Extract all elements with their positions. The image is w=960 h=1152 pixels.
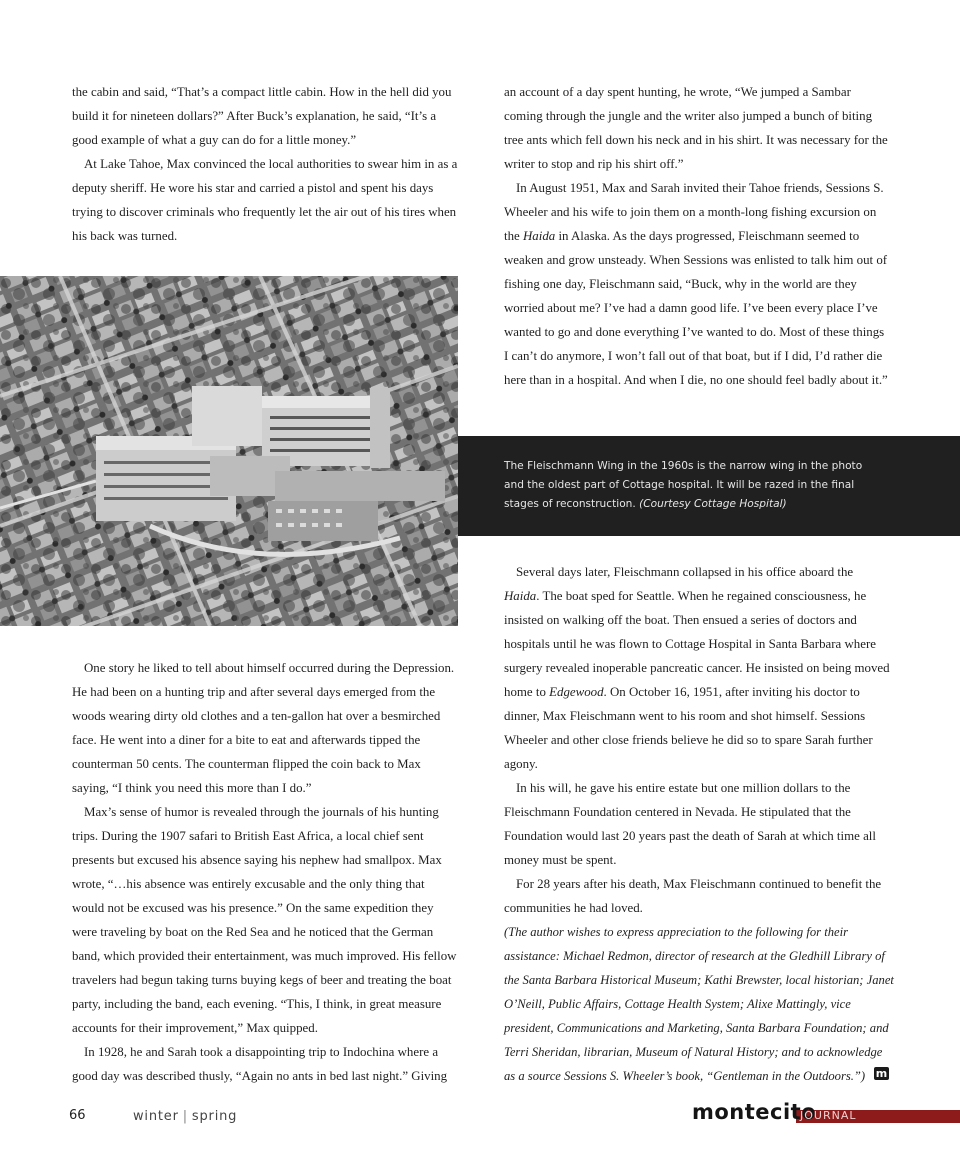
aerial-photo-cottage-hospital <box>0 276 458 626</box>
article-column-right-top <box>504 80 890 392</box>
paragraph: Several days later, Fleischmann collapsed in his office aboard the Haida. The boat sped for Seattle. When he regained consciousness, he insisted on walking off the boat. Then ensued a series of doctors and hospitals until he was flown to Cottage Hospital in Santa Barbara where surgery revealed inoperable pancreatic cancer. He insisted on being moved home to Edgewood. On October 16, 1951, after inviting his doctor to dinner, Max Fleischmann went to his room and shot himself. Sessions Wheeler and other close friends believe he did so to spare Sarah further agony. <box>504 565 890 771</box>
paragraph: For 28 years after his death, Max Fleischmann continued to benefit the communities he had loved. <box>504 877 882 915</box>
paragraph: In his will, he gave his entire estate but one million dollars to the Fleischmann Foundation centered in Nevada. He stipulated that the Foundation would last 20 years past the death of Sarah at which time all money must be spent. <box>504 781 876 867</box>
paragraph: In August 1951, Max and Sarah invited their Tahoe friends, Sessions S. Wheeler and his wife to join them on a month-long fishing excursion on the Haida in Alaska. As the days progressed, Fleischmann seemed to weaken and grow unsteady. When Sessions was enlisted to talk him out of fishing one day, Fleischmann said, “Buck, why in the world are they worried about me? I’ve had a damn good life. I’ve been every place I’ve wanted to go and done everything I’ve wanted to do. Most of these things I can’t do anymore, I won’t fall out of that boat, but if I did, I’d rather die here than in a hospital. And when I die, no one should feel badly about it.” <box>504 181 888 387</box>
publication-logo-subtitle: JOURNAL <box>800 1109 857 1122</box>
paragraph: Max’s sense of humor is revealed through the journals of his hunting trips. During the 1907 safari to British East Africa, a local chief sent presents but excused his absence saying his nephew had smallpox. Max wrote, “…his absence was entirely excusable and the only thing that would not be excused was his presence.” On the same expedition they were traveling by boat on the Red Sea and he noticed that the German band, which provided their entertainment, was much improved. His fellow travelers had begun taking turns buying kegs of beer and treating the boat party, including the band, each evening. “This, I think, in great measure accounts for their improvement,” Max quipped. <box>72 805 457 1035</box>
page-number: 66 <box>69 1108 86 1123</box>
paragraph: an account of a day spent hunting, he wrote, “We jumped a Sambar coming through the jungle and the writer also jumped a bunch of biting tree ants which fell down his neck and in his shirt. It was necessary for the writer to stop and rip his shirt off.” <box>504 85 888 171</box>
aerial-photo-illustration <box>0 276 458 626</box>
paragraph: the cabin and said, “That’s a compact little cabin. How in the hell did you build it for nineteen dollars?” After Buck’s explanation, he said, “It’s a good example of what a guy can do for a little money.” <box>72 85 452 147</box>
estate-name: Edgewood <box>549 685 604 699</box>
photo-caption-box <box>458 436 960 536</box>
author-acknowledgement: (The author wishes to express appreciation to the following for their assistance: Michael Redmon, director of research at the Gledhill Library of the Santa Barbara Historical Museum; Kathi Brewster, local historian; Janet O’Neill, Public Affairs, Cottage Health System; Alixe Mattingly, vice president, Communications and Marketing, Santa Barbara Foundation; and Terri Sheridan, librarian, Museum of Natural History; and to acknowledge as a source Sessions S. Wheeler’s book, “Gentleman in the Outdoors.”) <box>504 925 894 1083</box>
photo-credit: (Courtesy Cottage Hospital) <box>639 498 787 510</box>
end-of-article-icon: m <box>875 1067 888 1080</box>
paragraph: One story he liked to tell about himself occurred during the Depression. He had been on a hunting trip and after several days emerged from the woods wearing dirty old clothes and a ten-gallon hat over a besmirched face. He went into a diner for a bite to eat and afterwards tipped the counterman 50 cents. The counterman flipped the coin back to Max saying, “I think you need this more than I do.” <box>72 661 455 795</box>
photo-caption: The Fleischmann Wing in the 1960s is the narrow wing in the photo and the oldest part of Cottage hospital. It will be razed in the final stages of reconstruction. (Courtesy Cottage Hospital) <box>504 460 863 510</box>
issue-season: winter | spring <box>133 1109 238 1124</box>
publication-logo: montecito <box>692 1100 817 1124</box>
paragraph: In 1928, he and Sarah took a disappointing trip to Indochina where a good day was described thusly, “Again no ants in bed last night.” Giving <box>72 1045 448 1083</box>
ship-name: Haida <box>522 229 556 243</box>
article-column-left-bottom <box>72 656 460 1088</box>
ship-name: Haida <box>504 589 537 603</box>
paragraph: At Lake Tahoe, Max convinced the local authorities to swear him in as a deputy sheriff. He wore his star and carried a pistol and spent his days trying to discover criminals who frequently let the air out of his tires when his back was turned. <box>72 157 458 243</box>
article-column-right-bottom <box>504 560 890 920</box>
article-column-left-top <box>72 80 460 248</box>
